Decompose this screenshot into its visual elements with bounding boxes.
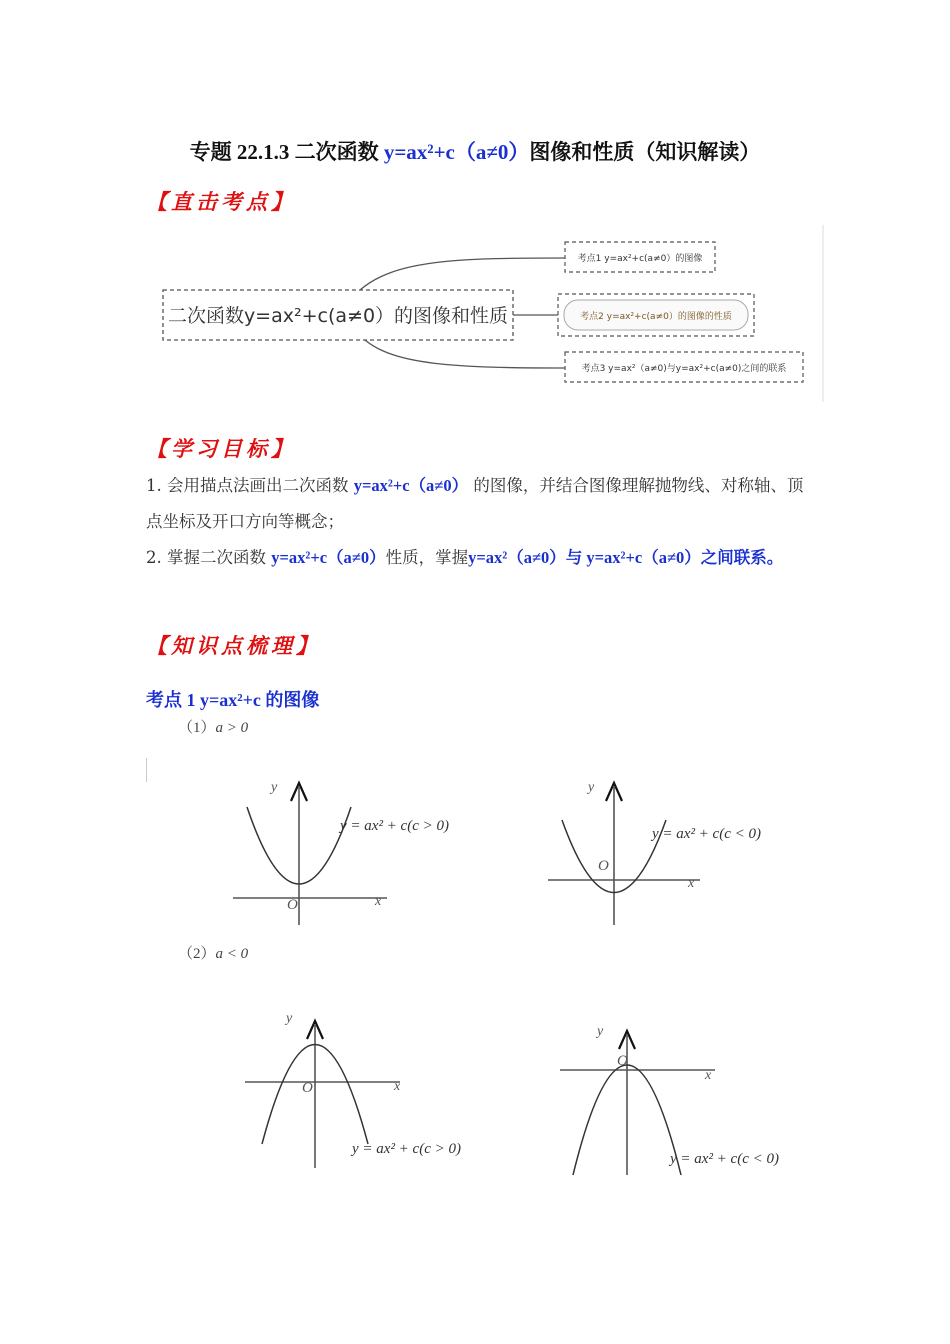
case-2-num: （2） [178,946,216,962]
goal-1-text-a: 1. 会用描点法画出二次函数 [146,476,354,495]
goal-2-formula: y=ax²+c（a≠0） [271,548,386,567]
goal-2 [146,540,816,576]
page-title [0,136,950,166]
graph-1-x-label: x [375,894,382,909]
graph-3-label: y = ax² + c(c > 0) [352,1141,461,1157]
goal-2-text-c: 性质，掌握 [385,548,469,567]
graph-3-x-label: x [394,1079,401,1094]
goal-1-formula: y=ax²+c（a≠0） [353,476,469,495]
graph-2-origin: O [598,858,609,874]
graph-4-y-label: y [597,1024,604,1039]
graph-2-label: y = ax² + c(c < 0) [652,826,761,842]
section-direct-points: 【直击考点】 [146,190,296,214]
goal-1 [146,468,816,540]
graph-1 [225,775,475,930]
graph-2-y-label: y [588,780,595,795]
case-1-num: （1） [178,720,216,736]
goal-1-text-c: 的图像，并结合图像理解抛物线、对称轴、顶点坐标及开口方向等概念； [146,476,804,531]
graph-2 [540,775,790,930]
graph-4 [555,1015,800,1180]
case-1-cond: a > 0 [215,720,249,736]
goal-2-text-a: 2. 掌握二次函数 [146,548,272,567]
kaodian-1-heading: 考点 1 y=ax²+c 的图像 [146,690,320,710]
mindmap [155,220,835,405]
graph-1-y-label: y [271,780,278,795]
mindmap-center-text: 二次函数y=ax²+c(a≠0）的图像和性质 [167,305,509,327]
mindmap-node-2: 考点2 y=ax²+c(a≠0）的图像的性质 [580,312,732,322]
graph-3-origin: O [302,1080,313,1096]
mindmap-node-1: 考点1 y=ax²+c(a≠0）的图像 [577,254,703,264]
graph-2-x-label: x [688,876,695,891]
title-prefix: 专题 22.1.3 二次函数 [189,140,384,164]
section-knowledge: 【知识点梳理】 [146,634,321,658]
goal-2-formula-2: y=ax²（a≠0）与 y=ax²+c（a≠0）之间联系。 [468,548,784,567]
graph-4-x-label: x [705,1068,712,1083]
graph-3-y-label: y [286,1011,293,1026]
graph-1-label: y = ax² + c(c > 0) [340,818,449,834]
section-goals: 【学习目标】 [146,437,296,461]
margin-mark [146,758,147,782]
graph-3 [240,1010,490,1175]
case-1-label [178,716,248,737]
case-2-cond: a < 0 [215,946,249,962]
title-formula: y=ax²+c（a≠0） [383,140,530,164]
case-2-label [178,942,248,963]
mindmap-node-3: 考点3 y=ax²（a≠0)与y=ax²+c(a≠0)之间的联系 [581,364,787,374]
graph-4-label: y = ax² + c(c < 0) [670,1151,779,1167]
graph-4-origin: O [617,1053,628,1069]
title-suffix: 图像和性质（知识解读） [529,140,761,164]
graph-1-origin: O [287,897,298,913]
